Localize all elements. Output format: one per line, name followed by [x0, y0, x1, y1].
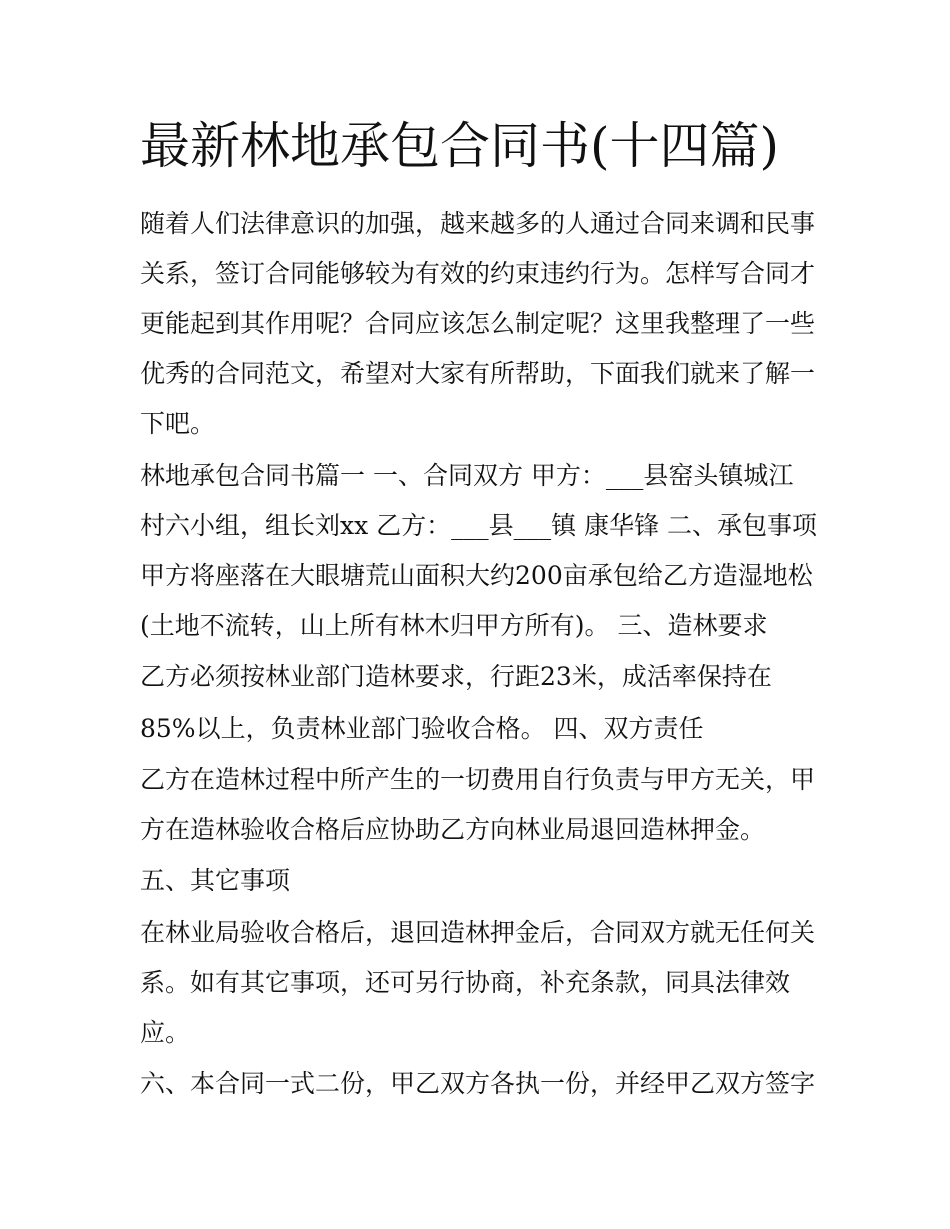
body-line-3: 更能起到其作用呢？合同应该怎么制定呢？这里我整理了一些 — [140, 309, 816, 338]
body-line-18: 六、本合同一式二份，甲乙双方各执一份，并经甲乙双方签字 — [140, 1069, 816, 1098]
body-line-11: 85%以上，负责林业部门验收合格。 四、双方责任 — [140, 714, 704, 743]
body-line-8: 甲方将座落在大眼塘荒山面积大约200亩承包给乙方造湿地松 — [140, 561, 813, 590]
body-line-2: 关系，签订合同能够较为有效的约束违约行为。怎样写合同才 — [140, 259, 816, 288]
body-line-12: 乙方在造林过程中所产生的一切费用自行负责与甲方无关，甲 — [140, 765, 816, 794]
body-line-6: 林地承包合同书篇一 一、合同双方 甲方：___县窑头镇城江 — [140, 461, 794, 490]
body-line-10: 乙方必须按林业部门造林要求，行距23米，成活率保持在 — [140, 662, 772, 691]
body-line-14: 五、其它事项 — [140, 866, 291, 895]
body-line-16: 系。如有其它事项，还可另行协商，补充条款，同具法律效 — [140, 968, 791, 997]
body-line-1: 随着人们法律意识的加强，越来越多的人通过合同来调和民事 — [140, 209, 816, 238]
body-line-4: 优秀的合同范文，希望对大家有所帮助，下面我们就来了解一 — [140, 359, 816, 388]
body-line-9: (土地不流转，山上所有林木归甲方所有)。 三、造林要求 — [140, 611, 768, 640]
body-line-17: 应。 — [140, 1018, 191, 1047]
body-line-15: 在林业局验收合格后，退回造林押金后，合同双方就无任何关 — [140, 918, 816, 947]
body-line-13: 方在造林验收合格后应协助乙方向林业局退回造林押金。 — [140, 815, 766, 844]
document-title: 最新林地承包合同书(十四篇) — [140, 117, 780, 175]
body-line-5: 下吧。 — [140, 409, 216, 438]
body-line-7: 村六小组，组长刘xx 乙方：___县___镇 康华锋 二、承包事项 — [140, 511, 818, 540]
